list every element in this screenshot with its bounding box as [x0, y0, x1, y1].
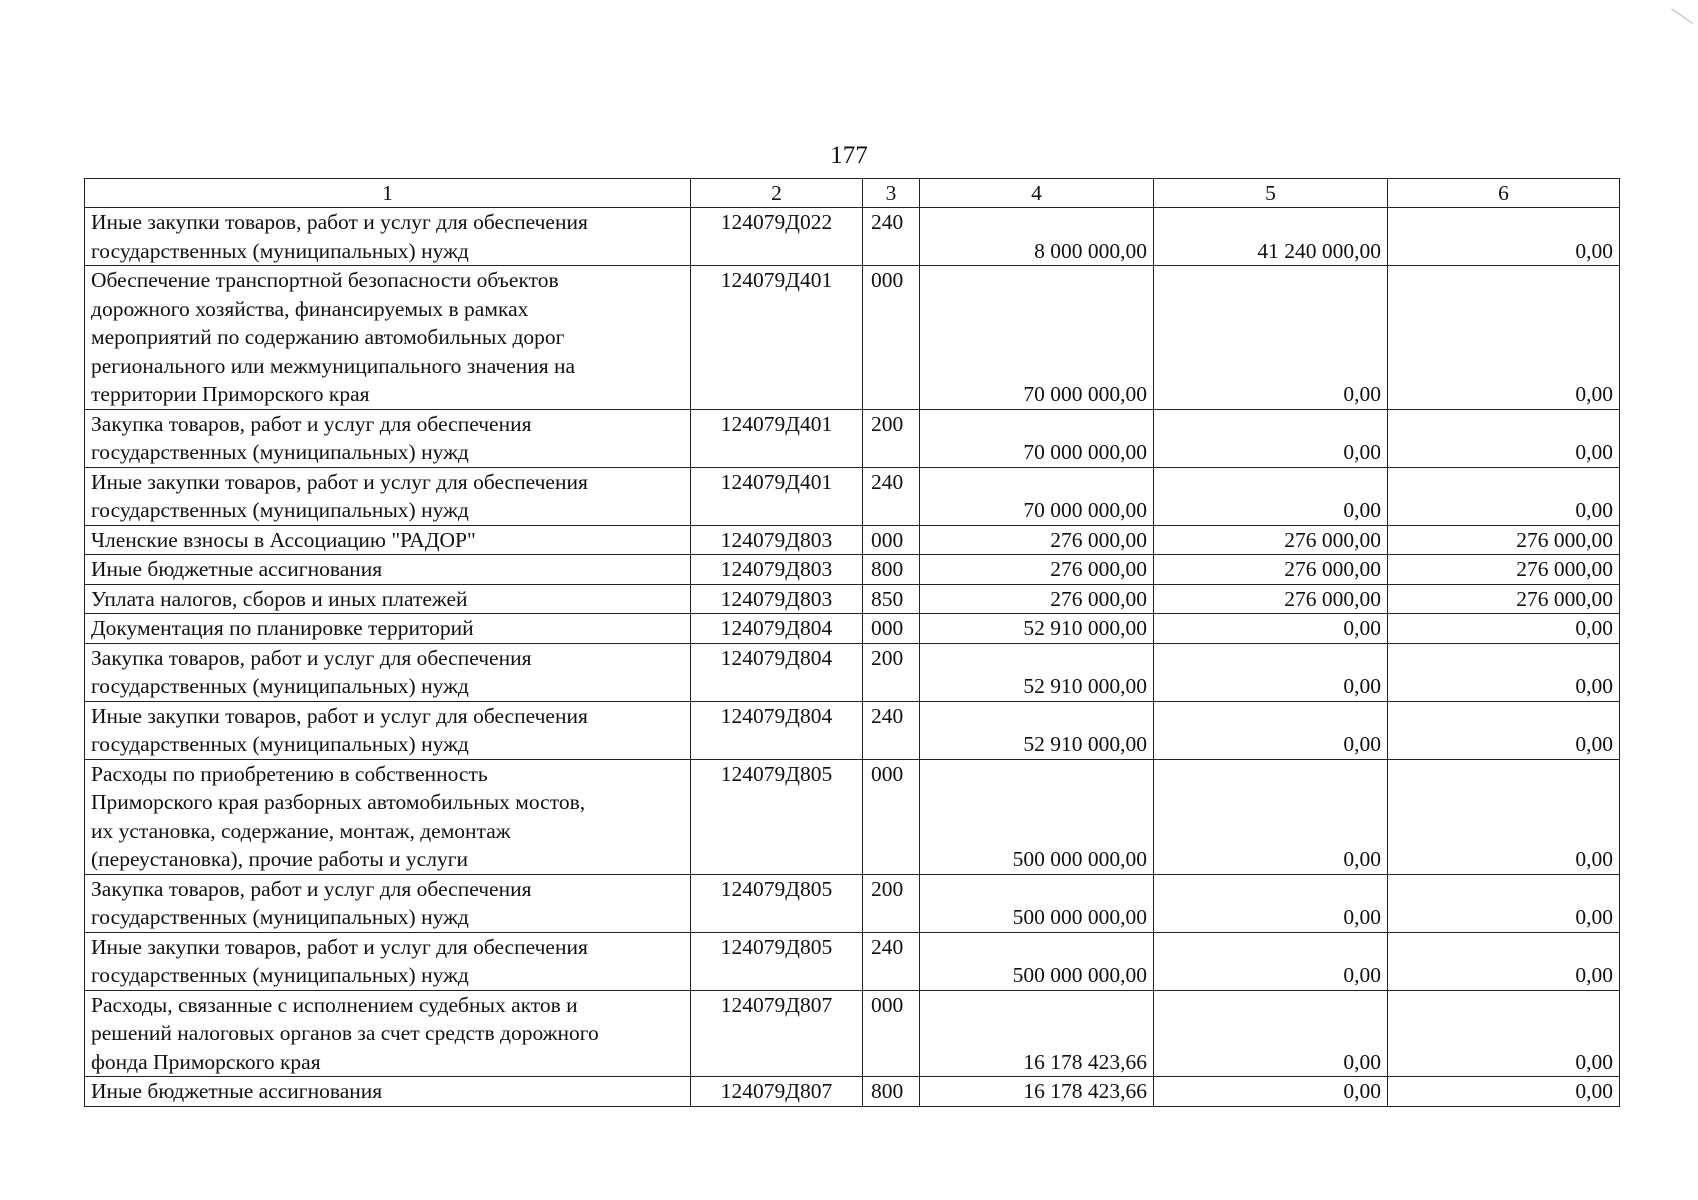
amount-col5: 0,00 [1154, 932, 1388, 990]
page-number: 177 [830, 142, 868, 169]
table-row [85, 990, 1620, 1077]
amount-col4: 8 000 000,00 [920, 208, 1154, 266]
table-row [85, 266, 1620, 410]
table-body [85, 208, 1620, 1107]
amount-col5: 276 000,00 [1154, 584, 1388, 614]
expense-type-code: 240 [863, 701, 920, 759]
header-row [85, 179, 1620, 208]
amount-col5: 0,00 [1154, 409, 1388, 467]
expense-description: Иные закупки товаров, работ и услуг для обеспечения государственных (муниципальных) нужд [85, 701, 691, 759]
amount-col4: 70 000 000,00 [920, 409, 1154, 467]
expense-description: Документация по планировке территорий [85, 614, 691, 644]
amount-col6: 0,00 [1388, 614, 1620, 644]
expense-type-code: 850 [863, 584, 920, 614]
table-row [85, 525, 1620, 555]
expense-type-code: 000 [863, 990, 920, 1077]
amount-col6: 0,00 [1388, 874, 1620, 932]
column-header: 3 [863, 179, 920, 208]
target-article-code: 124079Д804 [691, 643, 863, 701]
table-row [85, 555, 1620, 585]
target-article-code: 124079Д803 [691, 584, 863, 614]
amount-col5: 0,00 [1154, 990, 1388, 1077]
table-row [85, 409, 1620, 467]
target-article-code: 124079Д804 [691, 701, 863, 759]
target-article-code: 124079Д807 [691, 990, 863, 1077]
expense-type-code: 200 [863, 643, 920, 701]
expense-description: Обеспечение транспортной безопасности объектов дорожного хозяйства, финансируемых в рамках мероприятий по содержанию автомобильных дорог регионального или межмуниципального значения на территории Приморского края [85, 266, 691, 410]
amount-col6: 0,00 [1388, 701, 1620, 759]
amount-col4: 276 000,00 [920, 525, 1154, 555]
amount-col6: 0,00 [1388, 990, 1620, 1077]
amount-col6: 0,00 [1388, 1077, 1620, 1107]
amount-col5: 0,00 [1154, 467, 1388, 525]
amount-col4: 52 910 000,00 [920, 701, 1154, 759]
amount-col4: 500 000 000,00 [920, 874, 1154, 932]
table-row [85, 584, 1620, 614]
target-article-code: 124079Д805 [691, 874, 863, 932]
expense-type-code: 240 [863, 208, 920, 266]
target-article-code: 124079Д805 [691, 759, 863, 874]
amount-col6: 276 000,00 [1388, 584, 1620, 614]
table-row [85, 614, 1620, 644]
target-article-code: 124079Д803 [691, 555, 863, 585]
table-row [85, 643, 1620, 701]
column-header: 6 [1388, 179, 1620, 208]
amount-col6: 0,00 [1388, 467, 1620, 525]
amount-col4: 276 000,00 [920, 584, 1154, 614]
amount-col5: 41 240 000,00 [1154, 208, 1388, 266]
expense-type-code: 200 [863, 409, 920, 467]
expense-type-code: 000 [863, 266, 920, 410]
amount-col6: 0,00 [1388, 409, 1620, 467]
amount-col5: 0,00 [1154, 874, 1388, 932]
column-header: 1 [85, 179, 691, 208]
expense-type-code: 240 [863, 932, 920, 990]
expense-type-code: 800 [863, 555, 920, 585]
expense-description: Закупка товаров, работ и услуг для обеспечения государственных (муниципальных) нужд [85, 643, 691, 701]
amount-col4: 70 000 000,00 [920, 266, 1154, 410]
expense-description: Расходы по приобретению в собственность Приморского края разборных автомобильных мостов, их установка, содержание, монтаж, демонтаж (переустановка), прочие работы и услуги [85, 759, 691, 874]
amount-col4: 16 178 423,66 [920, 990, 1154, 1077]
expense-description: Иные закупки товаров, работ и услуг для обеспечения государственных (муниципальных) нужд [85, 467, 691, 525]
amount-col5: 276 000,00 [1154, 555, 1388, 585]
scan-artifact [1661, 8, 1693, 38]
expense-type-code: 000 [863, 525, 920, 555]
amount-col4: 52 910 000,00 [920, 614, 1154, 644]
table-row [85, 467, 1620, 525]
amount-col4: 500 000 000,00 [920, 759, 1154, 874]
amount-col6: 0,00 [1388, 759, 1620, 874]
column-header: 5 [1154, 179, 1388, 208]
target-article-code: 124079Д803 [691, 525, 863, 555]
table-row [85, 208, 1620, 266]
amount-col5: 0,00 [1154, 266, 1388, 410]
amount-col4: 70 000 000,00 [920, 467, 1154, 525]
amount-col6: 276 000,00 [1388, 555, 1620, 585]
table-row [85, 701, 1620, 759]
table-row [85, 932, 1620, 990]
amount-col6: 0,00 [1388, 266, 1620, 410]
column-header: 2 [691, 179, 863, 208]
table-row [85, 759, 1620, 874]
table-row [85, 1077, 1620, 1107]
expense-description: Закупка товаров, работ и услуг для обеспечения государственных (муниципальных) нужд [85, 409, 691, 467]
expense-type-code: 200 [863, 874, 920, 932]
amount-col4: 52 910 000,00 [920, 643, 1154, 701]
target-article-code: 124079Д401 [691, 409, 863, 467]
target-article-code: 124079Д807 [691, 1077, 863, 1107]
expense-description: Уплата налогов, сборов и иных платежей [85, 584, 691, 614]
expense-description: Иные закупки товаров, работ и услуг для обеспечения государственных (муниципальных) нужд [85, 208, 691, 266]
amount-col6: 0,00 [1388, 208, 1620, 266]
expense-description: Иные бюджетные ассигнования [85, 1077, 691, 1107]
amount-col6: 0,00 [1388, 643, 1620, 701]
amount-col5: 0,00 [1154, 1077, 1388, 1107]
expense-description: Членские взносы в Ассоциацию "РАДОР" [85, 525, 691, 555]
expense-description: Иные бюджетные ассигнования [85, 555, 691, 585]
expense-type-code: 000 [863, 614, 920, 644]
target-article-code: 124079Д805 [691, 932, 863, 990]
table-row [85, 874, 1620, 932]
expense-description: Иные закупки товаров, работ и услуг для обеспечения государственных (муниципальных) нужд [85, 932, 691, 990]
amount-col5: 0,00 [1154, 759, 1388, 874]
amount-col5: 276 000,00 [1154, 525, 1388, 555]
expense-type-code: 240 [863, 467, 920, 525]
budget-table [84, 178, 1620, 1107]
target-article-code: 124079Д401 [691, 467, 863, 525]
expense-description: Закупка товаров, работ и услуг для обеспечения государственных (муниципальных) нужд [85, 874, 691, 932]
expense-type-code: 000 [863, 759, 920, 874]
target-article-code: 124079Д804 [691, 614, 863, 644]
amount-col6: 0,00 [1388, 932, 1620, 990]
target-article-code: 124079Д401 [691, 266, 863, 410]
expense-description: Расходы, связанные с исполнением судебных актов и решений налоговых органов за счет средств дорожного фонда Приморского края [85, 990, 691, 1077]
target-article-code: 124079Д022 [691, 208, 863, 266]
amount-col4: 500 000 000,00 [920, 932, 1154, 990]
column-header: 4 [920, 179, 1154, 208]
amount-col5: 0,00 [1154, 614, 1388, 644]
amount-col5: 0,00 [1154, 643, 1388, 701]
amount-col5: 0,00 [1154, 701, 1388, 759]
expense-type-code: 800 [863, 1077, 920, 1107]
amount-col6: 276 000,00 [1388, 525, 1620, 555]
amount-col4: 16 178 423,66 [920, 1077, 1154, 1107]
amount-col4: 276 000,00 [920, 555, 1154, 585]
